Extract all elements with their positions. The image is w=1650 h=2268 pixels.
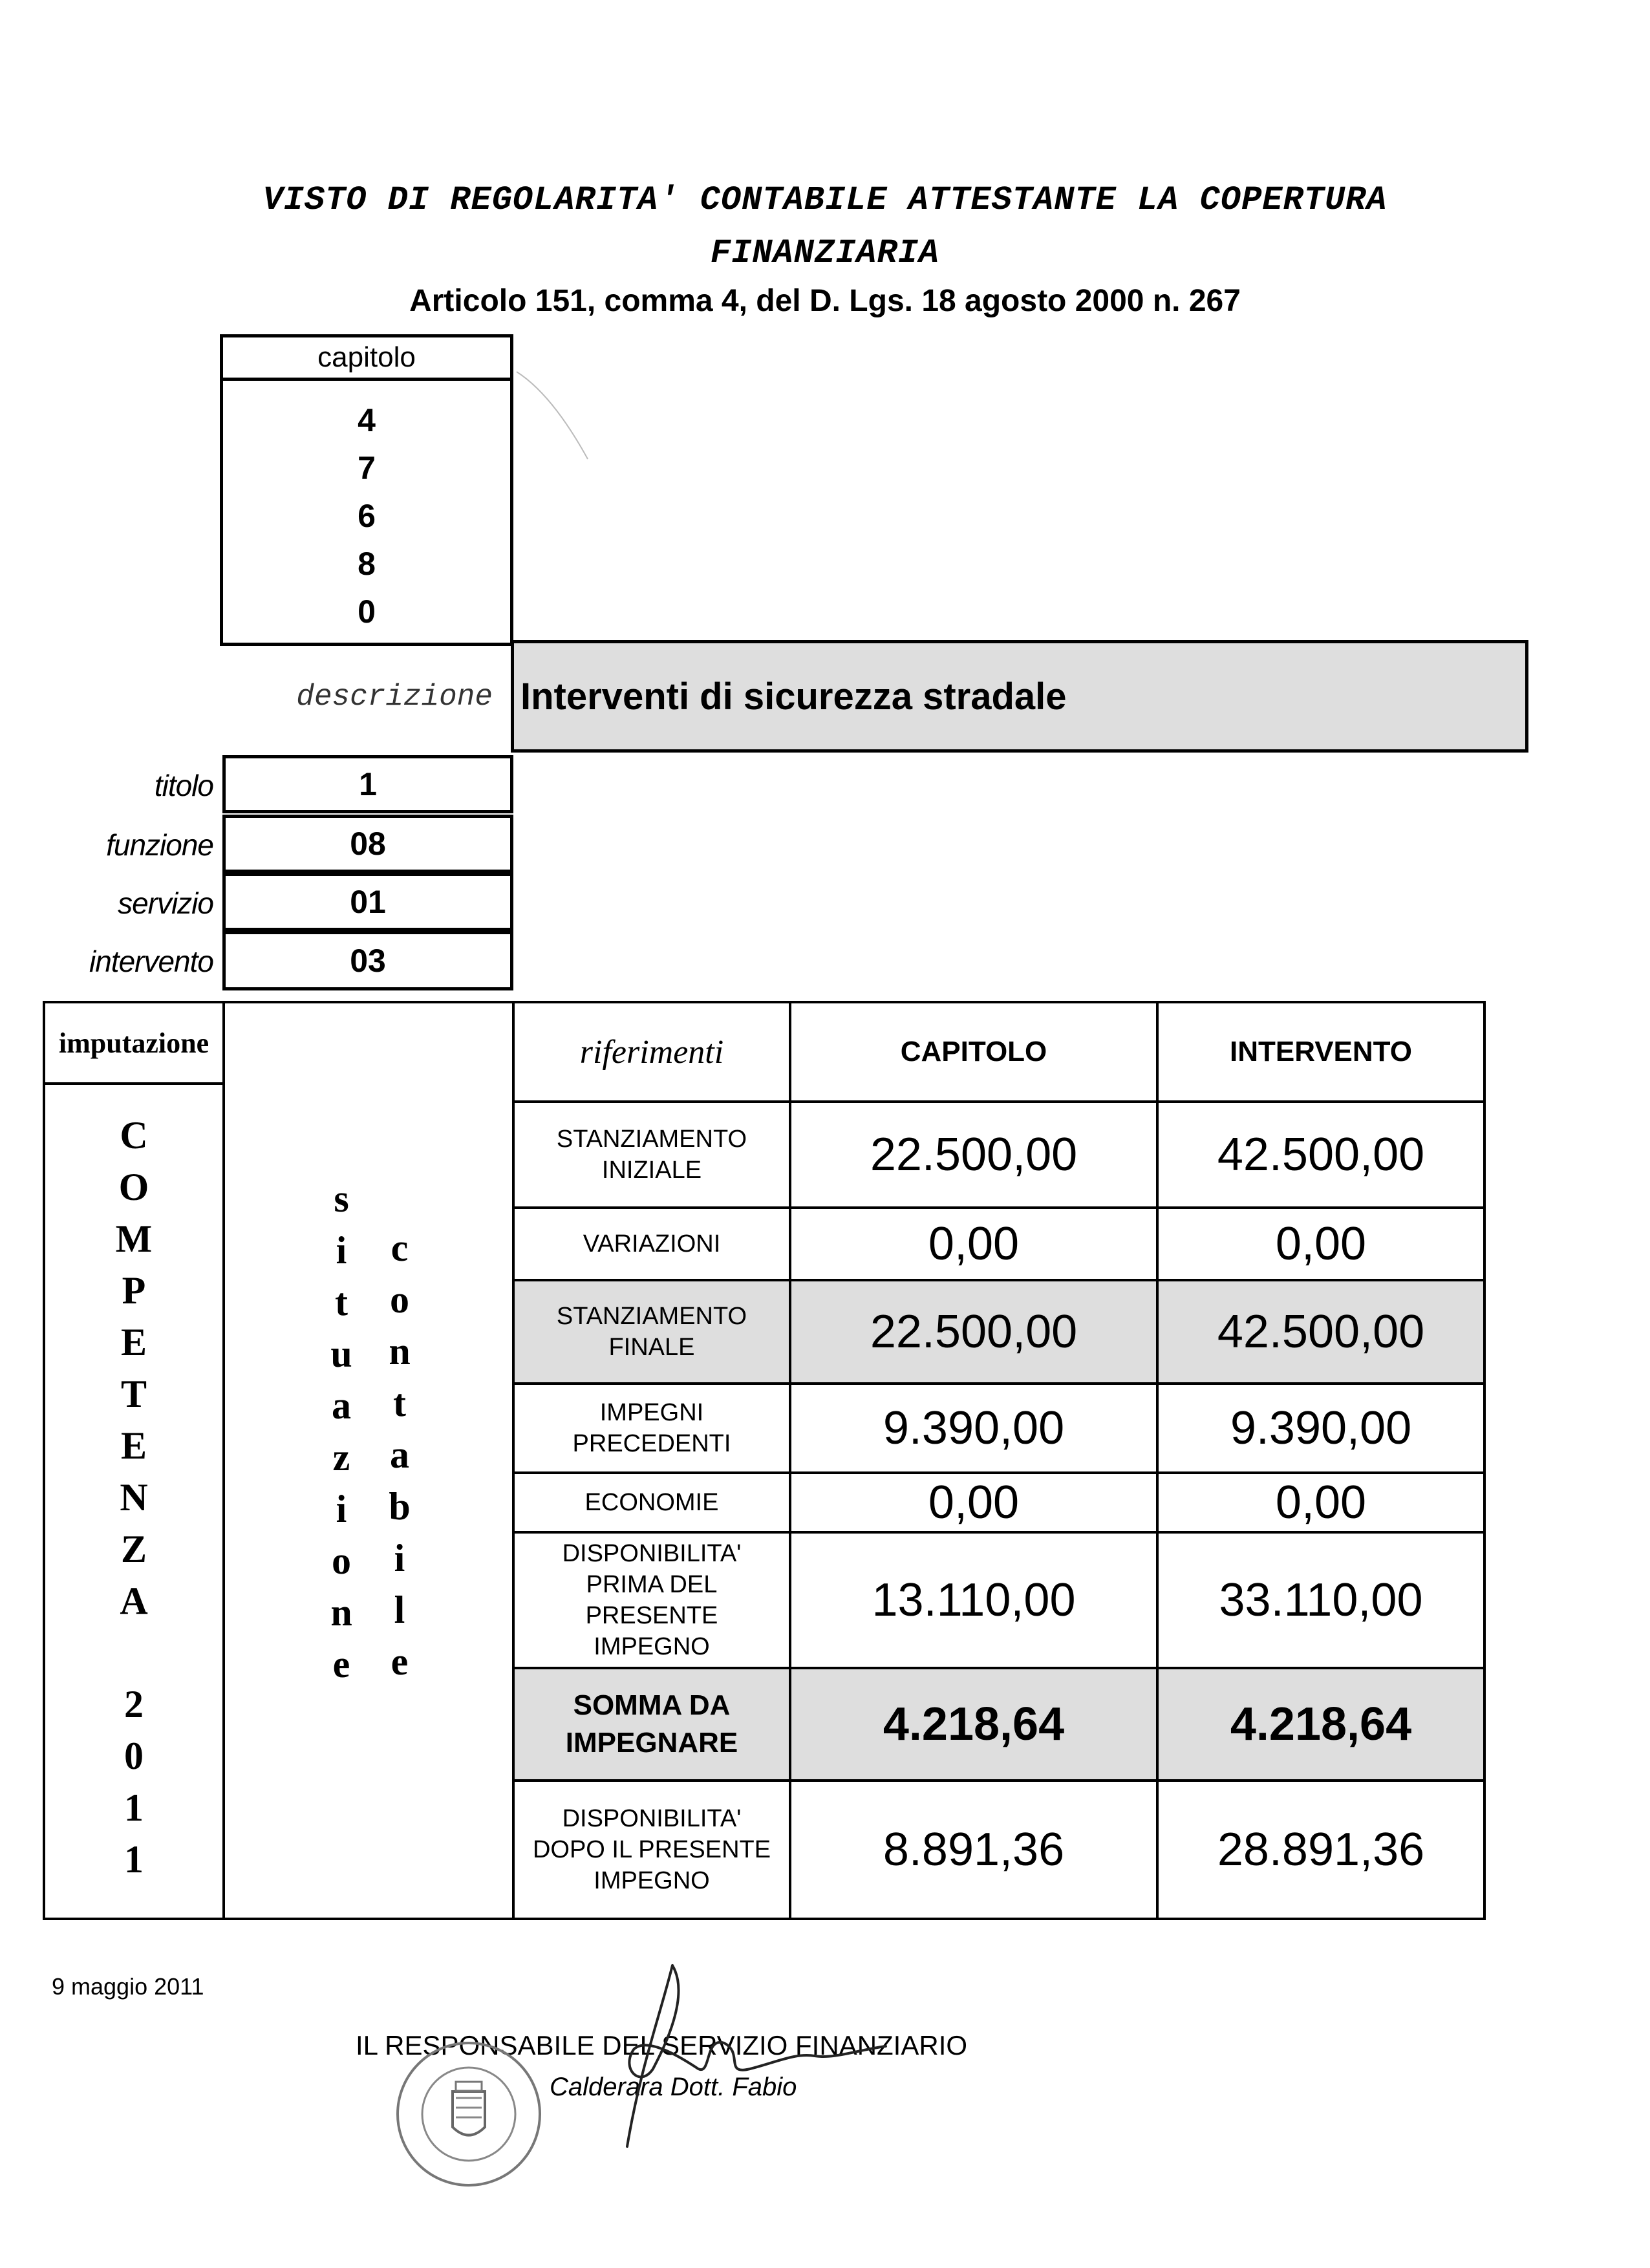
situazione-letter: t — [335, 1281, 348, 1323]
situazione-letter: z — [332, 1436, 350, 1479]
competenza-vertical — [45, 1085, 222, 1885]
situazione-letter: n — [330, 1591, 352, 1634]
competenza-letter: P — [122, 1269, 146, 1312]
document-date: 9 maggio 2011 — [52, 1973, 204, 2000]
contabile-letter: e — [391, 1640, 409, 1683]
competenza-letter: Z — [120, 1528, 147, 1570]
situazione-letter: a — [332, 1384, 351, 1427]
document-title-line1: VISTO DI REGOLARITA' CONTABILE ATTESTANTE LA COPERTURA — [262, 181, 1388, 219]
contabile-letter: t — [393, 1382, 406, 1424]
row-label: DISPONIBILITA' DOPO IL PRESENTE IMPEGNO — [512, 1779, 791, 1920]
document-title-line2: FINANZIARIA — [710, 234, 940, 272]
contabile-vertical — [380, 1222, 419, 1687]
row-label: DISPONIBILITA' PRIMA DEL PRESENTE IMPEGNO — [512, 1531, 791, 1669]
contabile-letter: c — [391, 1226, 409, 1269]
competenza-letter: 1 — [124, 1786, 144, 1829]
descrizione-value: Interventi di sicurezza stradale — [520, 675, 1067, 718]
competenza-letter: C — [120, 1114, 148, 1157]
classification-value-intervento: 03 — [222, 931, 513, 990]
row-label: SOMMA DA IMPEGNARE — [512, 1667, 791, 1782]
row-value-intervento: 4.218,64 — [1156, 1667, 1486, 1782]
classification-label-intervento: intervento — [89, 945, 213, 978]
contabile-letter: a — [390, 1433, 409, 1476]
competenza-letter: N — [120, 1476, 148, 1519]
capitolo-digit: 7 — [358, 450, 376, 486]
contabile-letter: n — [389, 1330, 411, 1373]
header-capitolo: CAPITOLO — [789, 1001, 1159, 1103]
competenza-letter: O — [118, 1166, 149, 1208]
classification-value-titolo: 1 — [222, 755, 513, 813]
document-subtitle: Articolo 151, comma 4, del D. Lgs. 18 agosto 2000 n. 267 — [409, 284, 1241, 318]
descrizione-box — [511, 640, 1528, 753]
row-value-intervento: 28.891,36 — [1156, 1779, 1486, 1920]
imputazione-header: imputazione — [43, 1001, 225, 1085]
classification-value-funzione: 08 — [222, 815, 513, 873]
competenza-letter: 1 — [124, 1838, 144, 1881]
situazione-letter: o — [332, 1539, 351, 1582]
situazione-letter: i — [336, 1229, 347, 1272]
capitolo-label: capitolo — [223, 337, 510, 381]
row-value-capitolo: 8.891,36 — [789, 1779, 1159, 1920]
header-riferimenti: riferimenti — [512, 1001, 791, 1103]
row-value-capitolo: 22.500,00 — [789, 1100, 1159, 1209]
row-value-capitolo: 0,00 — [789, 1206, 1159, 1281]
row-value-intervento: 42.500,00 — [1156, 1100, 1486, 1209]
capitolo-digit: 8 — [358, 546, 376, 582]
row-label: STANZIAMENTO INIZIALE — [512, 1100, 791, 1209]
contabile-letter: b — [389, 1485, 411, 1528]
classification-value-servizio: 01 — [222, 873, 513, 931]
situazione-vertical — [322, 1173, 361, 1690]
municipal-stamp — [391, 2037, 546, 2192]
competenza-letter: 2 — [124, 1683, 144, 1726]
scan-mark — [513, 369, 591, 465]
capitolo-digit: 6 — [358, 498, 376, 534]
row-value-capitolo: 9.390,00 — [789, 1382, 1159, 1474]
competenza-letter: A — [120, 1579, 148, 1622]
classification-label-funzione: funzione — [106, 828, 213, 862]
responsabile-name: Calderara Dott. Fabio — [550, 2073, 797, 2101]
situazione-letter: i — [336, 1488, 347, 1530]
contabile-letter: l — [394, 1589, 405, 1631]
row-label: STANZIAMENTO FINALE — [512, 1279, 791, 1385]
situazione-letter: u — [330, 1332, 352, 1375]
situazione-letter: s — [334, 1177, 349, 1220]
capitolo-digit: 4 — [358, 402, 376, 438]
row-value-intervento: 33.110,00 — [1156, 1531, 1486, 1669]
row-label: IMPEGNI PRECEDENTI — [512, 1382, 791, 1474]
row-value-capitolo: 4.218,64 — [789, 1667, 1159, 1782]
classification-label-titolo: titolo — [154, 769, 213, 802]
row-value-intervento: 0,00 — [1156, 1206, 1486, 1281]
competenza-letter: T — [120, 1373, 147, 1415]
descrizione-label: descrizione — [296, 680, 493, 714]
row-value-intervento: 42.500,00 — [1156, 1279, 1486, 1385]
competenza-letter — [45, 1627, 222, 1678]
row-value-capitolo: 0,00 — [789, 1471, 1159, 1534]
competenza-cell — [43, 1082, 225, 1920]
responsabile-title: IL RESPONSABILE DEL SERVIZIO FINANZIARIO — [356, 2030, 968, 2060]
signature — [601, 1940, 899, 2159]
competenza-letter: E — [120, 1321, 147, 1364]
row-value-intervento: 0,00 — [1156, 1471, 1486, 1534]
competenza-letter: 0 — [124, 1735, 144, 1777]
capitolo-box — [220, 334, 513, 646]
row-value-capitolo: 13.110,00 — [789, 1531, 1159, 1669]
contabile-letter: i — [394, 1537, 405, 1579]
contabile-letter: o — [390, 1278, 409, 1321]
header-intervento: INTERVENTO — [1156, 1001, 1486, 1103]
capitolo-digits — [223, 381, 510, 636]
competenza-letter: E — [120, 1424, 147, 1467]
situazione-contabile-cell — [222, 1001, 515, 1920]
row-label: VARIAZIONI — [512, 1206, 791, 1281]
classification-label-servizio: servizio — [118, 886, 213, 920]
situazione-letter: e — [332, 1643, 350, 1685]
row-label: ECONOMIE — [512, 1471, 791, 1534]
competenza-letter: M — [115, 1217, 153, 1260]
row-value-capitolo: 22.500,00 — [789, 1279, 1159, 1385]
capitolo-digit: 0 — [358, 594, 376, 630]
row-value-intervento: 9.390,00 — [1156, 1382, 1486, 1474]
